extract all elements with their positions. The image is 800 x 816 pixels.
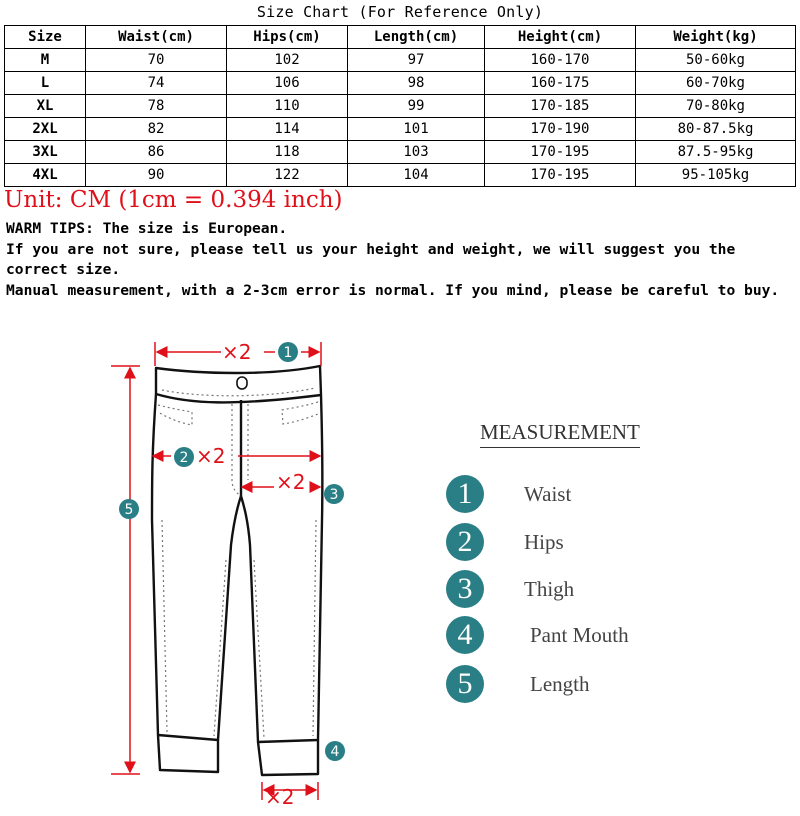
tip-line: Manual measurement, with a 2-3cm error is normal. If you mind, please be careful to buy. [6, 281, 780, 299]
cell-weight: 87.5-95kg [636, 141, 796, 164]
header-waist: Waist(cm) [86, 26, 227, 49]
cell-hips: 102 [227, 49, 348, 72]
thigh-multiplier: ×2 [276, 470, 306, 494]
cell-length: 97 [348, 49, 485, 72]
cell-hips: 122 [227, 164, 348, 187]
header-hips: Hips(cm) [227, 26, 348, 49]
table-row [5, 95, 796, 118]
header-length: Length(cm) [348, 26, 485, 49]
table-row [5, 118, 796, 141]
table-row [5, 141, 796, 164]
tip-line: WARM TIPS: The size is European. [6, 220, 288, 237]
legend-label: Length [530, 671, 590, 696]
table-row [5, 164, 796, 187]
cell-weight: 80-87.5kg [636, 118, 796, 141]
marker-4: 4 [330, 744, 340, 760]
cell-height: 170-195 [485, 141, 636, 164]
cell-weight: 70-80kg [636, 95, 796, 118]
cell-height: 170-195 [485, 164, 636, 187]
legend-item-waist [446, 474, 571, 514]
cell-weight: 50-60kg [636, 49, 796, 72]
cell-waist: 82 [86, 118, 227, 141]
legend-item-pant-mouth [446, 615, 629, 655]
cell-size: 3XL [5, 141, 86, 164]
legend-label: Waist [524, 481, 572, 506]
legend-label: Pant Mouth [530, 622, 629, 647]
unit-note: Unit: CM (1cm = 0.394 inch) [4, 187, 343, 213]
cell-height: 170-190 [485, 118, 636, 141]
header-weight: Weight(kg) [636, 26, 796, 49]
header-height: Height(cm) [485, 26, 636, 49]
cell-length: 98 [348, 72, 485, 95]
legend-label: Thigh [524, 576, 575, 601]
cell-length: 101 [348, 118, 485, 141]
cell-size: M [5, 49, 86, 72]
measurement-arrows [111, 342, 321, 800]
legend-item-hips [446, 522, 564, 562]
cell-length: 103 [348, 141, 485, 164]
legend-item-thigh [446, 569, 574, 609]
table-header-row [5, 26, 796, 49]
cell-size: 4XL [5, 164, 86, 187]
cell-size: 2XL [5, 118, 86, 141]
cell-height: 160-170 [485, 49, 636, 72]
cell-size: XL [5, 95, 86, 118]
table-row [5, 72, 796, 95]
measurement-title: MEASUREMENT [480, 420, 640, 448]
table-row [5, 49, 796, 72]
warm-tips [6, 219, 796, 301]
cell-waist: 86 [86, 141, 227, 164]
cell-length: 104 [348, 164, 485, 187]
cell-size: L [5, 72, 86, 95]
marker-3: 3 [329, 487, 339, 503]
cell-height: 160-175 [485, 72, 636, 95]
hips-multiplier: ×2 [196, 444, 226, 468]
cell-waist: 90 [86, 164, 227, 187]
legend-label: Hips [524, 529, 564, 554]
cell-hips: 118 [227, 141, 348, 164]
cell-length: 99 [348, 95, 485, 118]
chart-title: Size Chart (For Reference Only) [256, 3, 544, 21]
mouth-multiplier: ×2 [265, 785, 295, 809]
tip-line: If you are not sure, please tell us your height and weight, we will suggest you the correct size. [6, 240, 736, 278]
marker-5: 5 [124, 502, 134, 518]
legend-item-length [446, 664, 589, 704]
cell-waist: 70 [86, 49, 227, 72]
cell-hips: 114 [227, 118, 348, 141]
cell-weight: 60-70kg [636, 72, 796, 95]
legend-number: 2 [446, 523, 484, 561]
marker-1: 1 [283, 345, 293, 361]
legend-number: 3 [446, 570, 484, 608]
waist-multiplier: ×2 [222, 340, 252, 364]
cell-waist: 74 [86, 72, 227, 95]
pants-stitching [158, 388, 318, 738]
pants-outline [152, 366, 322, 775]
marker-2: 2 [179, 450, 189, 466]
size-table [4, 25, 796, 187]
legend-number: 5 [446, 665, 484, 703]
legend-number: 4 [446, 616, 484, 654]
header-size: Size [5, 26, 86, 49]
legend-number: 1 [446, 475, 484, 513]
cell-hips: 110 [227, 95, 348, 118]
cell-height: 170-185 [485, 95, 636, 118]
cell-waist: 78 [86, 95, 227, 118]
pants-diagram [0, 320, 420, 816]
cell-hips: 106 [227, 72, 348, 95]
cell-weight: 95-105kg [636, 164, 796, 187]
